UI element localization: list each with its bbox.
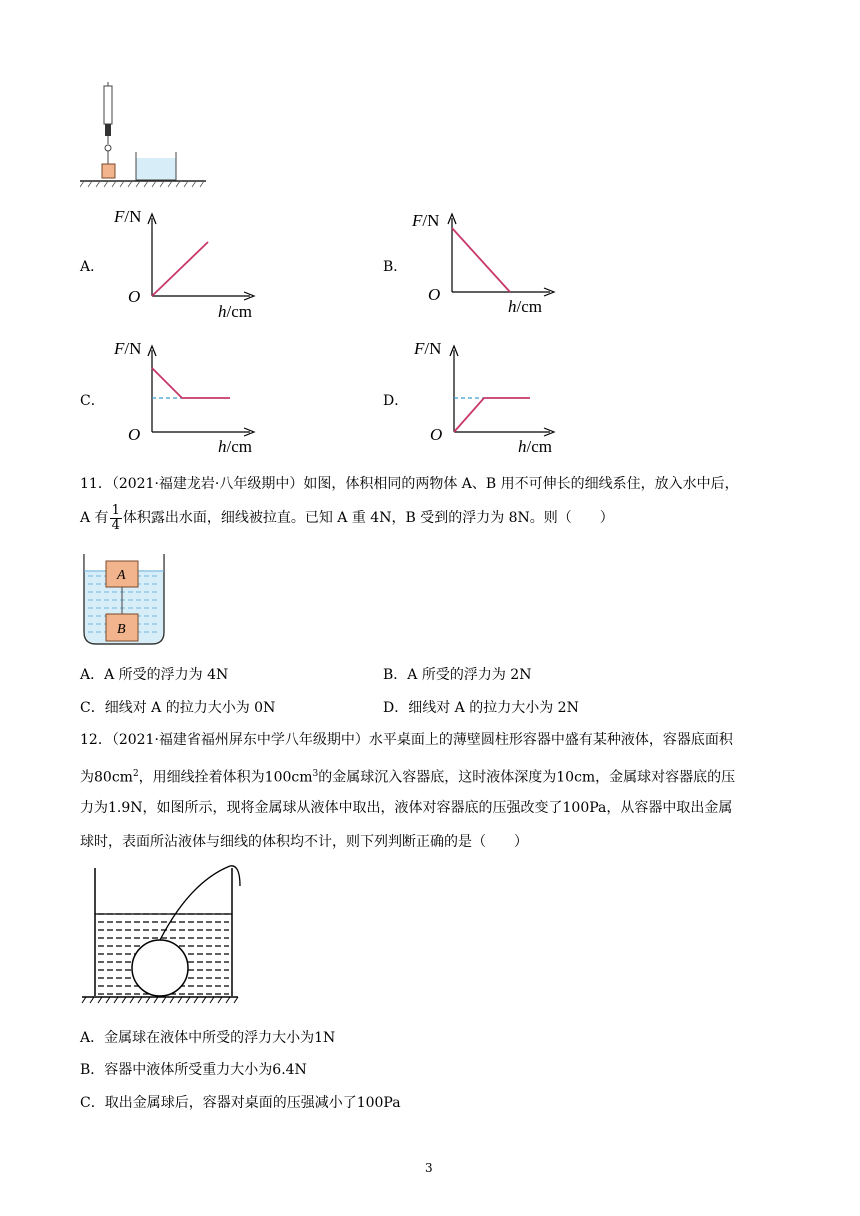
q12-option-c: C．取出金属球后，容器对桌面的压强减小了100Pa: [80, 1095, 401, 1111]
xlabel-a: h/cm: [218, 302, 252, 321]
q12-line2: [80, 764, 735, 788]
fraction-one-quarter: [110, 504, 122, 533]
q11-line1: 11．（2021·福建龙岩·八年级期中）如图，体积相同的两物体 A、B 用不可伸长的细线系住，放入水中后，: [80, 476, 739, 492]
metal-ball-container-figure: [80, 862, 242, 1012]
q12-line1: 12．（2021·福建省福州屏东中学八年级期中）水平桌面上的薄壁圆柱形容器中盛有某种液体，容器底面积: [80, 732, 733, 748]
fraction-numerator: 1: [111, 502, 120, 518]
spring-scale-apparatus-figure: [80, 82, 210, 192]
xlabel-b: h/cm: [508, 297, 542, 316]
option-c-letter: C．: [80, 393, 105, 409]
graph-option-d: [410, 332, 570, 457]
fraction-denominator: 4: [111, 517, 120, 533]
xlabel-c: h/cm: [218, 437, 252, 456]
origin-c: O: [128, 425, 141, 444]
ylabel-b: F/N: [412, 211, 440, 230]
graph-option-b: [410, 200, 570, 325]
q12-option-a: A．金属球在液体中所受的浮力大小为1N: [80, 1030, 336, 1046]
page-number: 3: [425, 1161, 433, 1175]
xlabel-d: h/cm: [518, 437, 552, 456]
q11-option-c: C．细线对 A 的拉力大小为 0N: [80, 700, 276, 716]
q11-option-b: B．A 所受的浮力为 2N: [383, 667, 532, 683]
origin-a: O: [128, 287, 141, 306]
graph-option-c: [110, 332, 270, 457]
q11-option-a: A．A 所受的浮力为 4N: [80, 667, 229, 683]
q12-line3: 力为1.9N，如图所示，现将金属球从液体中取出，液体对容器底的压强改变了100Pa，从容器中取出金属: [80, 800, 733, 816]
block-b-label: B: [117, 622, 126, 637]
q11-line2-pre: A 有: [80, 510, 109, 526]
block-a-label: A: [117, 568, 126, 583]
two-blocks-in-water-figure: [80, 552, 170, 648]
q12-option-b: B．容器中液体所受重力大小为6.4N: [80, 1062, 307, 1078]
option-d-letter: D．: [383, 393, 409, 409]
q11-line2: [80, 498, 614, 538]
origin-b: O: [428, 285, 441, 304]
ylabel-c: F/N: [114, 339, 142, 358]
option-a-letter: A．: [80, 259, 105, 275]
q12-line2-c: 的金属球沉入容器底，这时液体深度为10cm，金属球对容器底的压: [318, 769, 736, 786]
q12-line2-sup2: 3: [312, 769, 319, 779]
ylabel-d: F/N: [414, 339, 442, 358]
ylabel-a: F/N: [114, 207, 142, 226]
q12-line2-a: 为80cm: [80, 769, 133, 786]
graph-option-a: [110, 200, 270, 325]
option-b-letter: B．: [383, 259, 408, 275]
q12-line2-b: ，用细线拴着体积为100cm: [138, 769, 313, 786]
q12-line4: 球时，表面所沾液体与细线的体积均不计，则下列判断正确的是（ ）: [80, 834, 528, 850]
q11-line2-post: 体积露出水面，细线被拉直。已知 A 重 4N，B 受到的浮力为 8N。则（ ）: [122, 510, 614, 526]
origin-d: O: [430, 425, 443, 444]
q11-option-d: D．细线对 A 的拉力大小为 2N: [383, 700, 579, 716]
q12-line2-sup: 2: [132, 769, 139, 779]
